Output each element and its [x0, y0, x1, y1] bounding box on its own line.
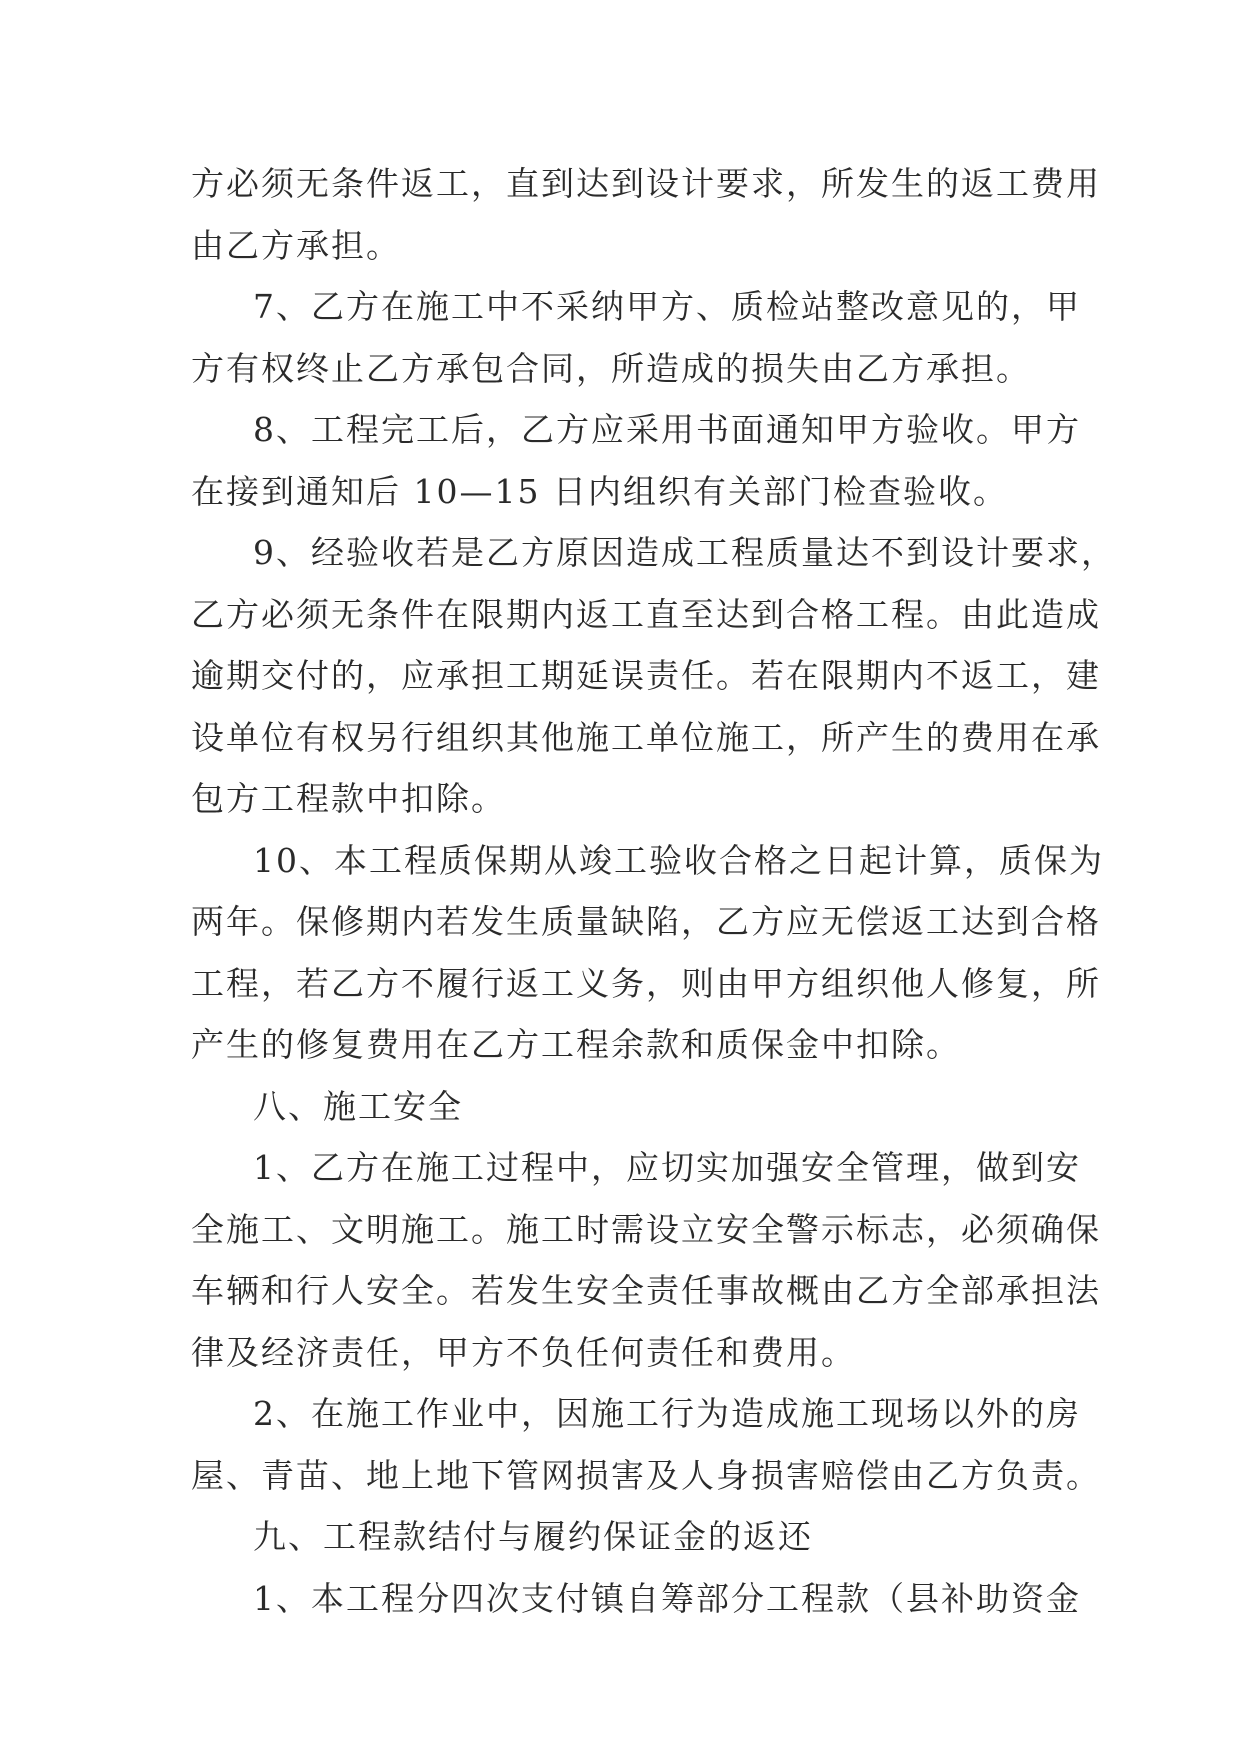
text-line: 两年。保修期内若发生质量缺陷，乙方应无偿返工达到合格 — [191, 902, 1101, 941]
text-line: 由乙方承担。 — [191, 225, 401, 265]
text-line: 1、本工程分四次支付镇自筹部分工程款（县补助资金 — [253, 1578, 1081, 1618]
text-line: 方有权终止乙方承包合同，所造成的损失由乙方承担。 — [191, 348, 1031, 388]
text-line: 产生的修复费用在乙方工程余款和质保金中扣除。 — [191, 1025, 961, 1064]
text-line: 方必须无条件返工，直到达到设计要求，所发生的返工费用 — [191, 164, 1101, 203]
text-line: 律及经济责任，甲方不负任何责任和费用。 — [191, 1332, 856, 1372]
text-line: 在接到通知后 10—15 日内组织有关部门检查验收。 — [191, 471, 1008, 511]
text-line: 车辆和行人安全。若发生安全责任事故概由乙方全部承担法 — [191, 1271, 1101, 1310]
text-line: 10、本工程质保期从竣工验收合格之日起计算，质保为 — [253, 840, 1104, 880]
text-line: 设单位有权另行组织其他施工单位施工，所产生的费用在承 — [191, 717, 1101, 757]
text-line: 7、乙方在施工中不采纳甲方、质检站整改意见的，甲 — [253, 287, 1081, 326]
document-body — [191, 153, 1116, 1629]
text-line: 逾期交付的，应承担工期延误责任。若在限期内不返工，建 — [191, 656, 1101, 695]
section-heading: 八、施工安全 — [253, 1086, 463, 1126]
text-line: 工程，若乙方不履行返工义务，则由甲方组织他人修复，所 — [191, 963, 1101, 1003]
text-line: 1、乙方在施工过程中，应切实加强安全管理，做到安 — [253, 1148, 1081, 1187]
text-line: 乙方必须无条件在限期内返工直至达到合格工程。由此造成 — [191, 594, 1101, 634]
text-line: 包方工程款中扣除。 — [191, 779, 506, 818]
text-line: 8、工程完工后，乙方应采用书面通知甲方验收。甲方 — [253, 410, 1081, 449]
text-line: 2、在施工作业中，因施工行为造成施工现场以外的房 — [253, 1394, 1081, 1433]
text-line: 9、经验收若是乙方原因造成工程质量达不到设计要求， — [253, 533, 1116, 572]
section-heading: 九、工程款结付与履约保证金的返还 — [253, 1517, 813, 1556]
text-line: 屋、青苗、地上地下管网损害及人身损害赔偿由乙方负责。 — [191, 1455, 1101, 1495]
text-line: 全施工、文明施工。施工时需设立安全警示标志，必须确保 — [191, 1209, 1101, 1249]
